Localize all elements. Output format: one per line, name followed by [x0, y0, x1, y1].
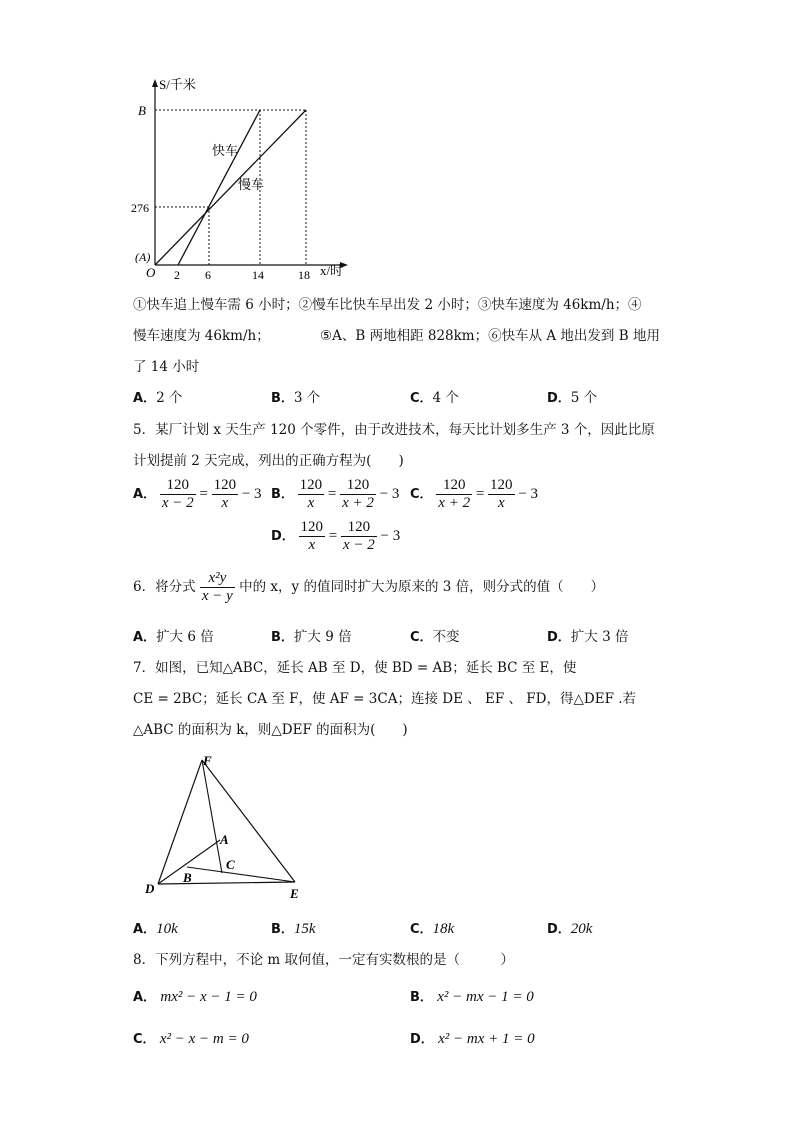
q7-option-c[interactable]	[410, 920, 454, 939]
option-label: C．	[410, 391, 433, 406]
segment-BE	[187, 867, 295, 882]
q4-statements-line2b: ⑤A、B 两地相距 828km；⑥快车从 A 地出发到 B 地用	[320, 328, 660, 344]
segment-FC	[202, 760, 222, 873]
q6-fraction: $\frac{\text{x²y}}{x - y}$	[201, 570, 233, 604]
option-label: D．	[410, 1032, 434, 1047]
x-axis-label: x/时	[320, 263, 344, 278]
y-axis-arrow	[152, 79, 158, 87]
q4-option-d[interactable]	[547, 389, 597, 408]
fraction-left: $\frac{120}{x + 2}$	[438, 477, 471, 511]
y-tick-B: B	[138, 103, 146, 118]
q6-suffix: 中的 x，y 的值同时扩大为原来的 3 倍，则分式的值（ ）	[239, 579, 605, 595]
equals-sign: =	[475, 485, 485, 502]
option-text: 不变	[432, 629, 460, 645]
origin-O: O	[146, 265, 156, 280]
label-D: D	[145, 881, 155, 896]
option-label: C．	[410, 630, 433, 645]
segment-DE	[158, 882, 295, 884]
fraction-left: $\frac{120}{x - 2}$	[161, 477, 194, 511]
option-text: 扩大 6 倍	[156, 629, 214, 645]
x-tick-6: 6	[205, 268, 211, 282]
q8-question: 8．下列方程中，不论 m 取何值，一定有实数根的是（ ）	[133, 952, 514, 968]
option-label: D．	[547, 630, 571, 645]
label-E: E	[290, 886, 299, 901]
fraction-right: $\frac{120}{x}$	[213, 477, 237, 511]
segment-DF	[158, 760, 202, 884]
q5-option-a[interactable]	[133, 477, 262, 512]
q6-prefix: 6．将分式	[133, 579, 196, 595]
x-tick-2: 2	[174, 268, 180, 282]
option-label: C．	[133, 1032, 156, 1047]
option-text: 2 个	[156, 390, 183, 406]
option-text: 10k	[156, 921, 178, 937]
fraction-left: $\frac{120}{x}$	[300, 519, 324, 553]
x-tick-14: 14	[252, 268, 264, 282]
q8-option-c[interactable]	[133, 1030, 249, 1049]
option-text: 3 个	[293, 390, 321, 406]
option-equation: x² − x − m = 0	[159, 1031, 249, 1047]
tail-term: − 3	[379, 485, 400, 502]
option-equation: x² − mx − 1 = 0	[437, 989, 534, 1005]
option-label: A．	[133, 630, 157, 645]
q6-option-b[interactable]	[271, 628, 352, 647]
q5-line1: 5．某厂计划 x 天生产 120 个零件，由于改进技术，每天比计划多生产 3 个，因此比原	[133, 422, 655, 438]
label-C: C	[226, 857, 235, 872]
fraction-right: $\frac{120}{x}$	[490, 477, 513, 511]
q4-option-c[interactable]	[410, 389, 459, 408]
option-text: 18k	[432, 921, 455, 937]
option-label: C．	[410, 922, 433, 937]
label-slow-car: 慢车	[238, 177, 265, 192]
q5-line2: 计划提前 2 天完成，列出的正确方程为( )	[133, 453, 404, 469]
option-label: C．	[410, 486, 433, 502]
q8-option-b[interactable]	[410, 988, 534, 1007]
q7-option-a[interactable]	[133, 920, 178, 939]
option-text: 扩大 9 倍	[293, 629, 352, 645]
q5-option-d[interactable]	[271, 519, 400, 554]
q4-statements-line3: 了 14 小时	[133, 359, 200, 375]
tail-term: − 3	[241, 485, 262, 502]
option-label: D．	[547, 391, 571, 406]
q7-option-b[interactable]	[271, 920, 316, 939]
q5-option-b[interactable]	[271, 477, 399, 512]
option-label: A．	[133, 922, 157, 937]
label-F: F	[203, 753, 212, 768]
label-A: A	[220, 832, 229, 847]
option-label: B．	[271, 922, 294, 937]
option-label: A．	[133, 990, 157, 1005]
equals-sign: =	[327, 485, 337, 502]
q7-line3: △ABC 的面积为 k，则△DEF 的面积为( )	[133, 722, 408, 738]
origin-A: (A)	[135, 250, 151, 264]
equals-sign: =	[328, 527, 338, 544]
option-label: B．	[271, 486, 294, 502]
fraction-right: $\frac{120}{x - 2}$	[343, 519, 375, 553]
q7-line1: 7．如图，已知△ABC，延长 AB 至 D，使 BD = AB；延长 BC 至 E，使	[133, 660, 577, 676]
y-axis-label: S/千米	[159, 77, 196, 92]
option-label: D．	[547, 922, 571, 937]
label-B: B	[183, 870, 192, 885]
q4-statements-line2a: 慢车速度为 46km/h；	[133, 328, 270, 344]
q8-option-d[interactable]	[410, 1030, 535, 1049]
option-text: 扩大 3 倍	[570, 629, 629, 645]
option-equation: mx² − x − 1 = 0	[160, 989, 257, 1005]
option-text: 20k	[570, 921, 593, 937]
y-tick-276: 276	[131, 201, 149, 215]
q4-option-b[interactable]	[271, 389, 320, 408]
label-fast-car: 快车	[212, 143, 239, 158]
q6-option-d[interactable]	[547, 628, 628, 647]
option-label: A．	[133, 391, 157, 406]
q7-option-d[interactable]	[547, 920, 592, 939]
option-label: B．	[410, 990, 433, 1005]
option-label: D．	[271, 528, 295, 544]
option-label: A．	[133, 486, 157, 502]
fraction-left: $\frac{120}{x}$	[299, 477, 323, 511]
equals-sign: =	[199, 485, 208, 502]
q8-option-a[interactable]	[133, 988, 257, 1007]
tail-term: − 3	[380, 527, 401, 544]
distance-time-graph	[128, 75, 358, 285]
tail-term: − 3	[518, 485, 539, 502]
q6-option-c[interactable]	[410, 628, 460, 647]
option-label: B．	[271, 391, 294, 406]
slow-car-line	[155, 110, 306, 265]
option-text: 15k	[293, 921, 316, 937]
option-equation: x² − mx + 1 = 0	[438, 1031, 535, 1047]
segment-FE	[202, 760, 295, 882]
x-tick-18: 18	[298, 268, 310, 282]
q5-option-c[interactable]	[410, 477, 538, 512]
option-text: 5 个	[570, 390, 598, 406]
q4-option-a[interactable]	[133, 389, 182, 408]
fraction-right: $\frac{120}{x + 2}$	[342, 477, 374, 511]
q7-line2: CE = 2BC；延长 CA 至 F，使 AF = 3CA；连接 DE 、 EF 、 FD，得△DEF .若	[133, 691, 637, 707]
q6-option-a[interactable]	[133, 628, 214, 647]
q4-statements-line1: ①快车追上慢车需 6 小时；②慢车比快车早出发 2 小时；③快车速度为 46km/h；④	[133, 297, 642, 313]
triangle-figure	[140, 752, 315, 907]
q6-question	[133, 570, 604, 605]
option-text: 4 个	[432, 390, 459, 406]
option-label: B．	[271, 630, 294, 645]
